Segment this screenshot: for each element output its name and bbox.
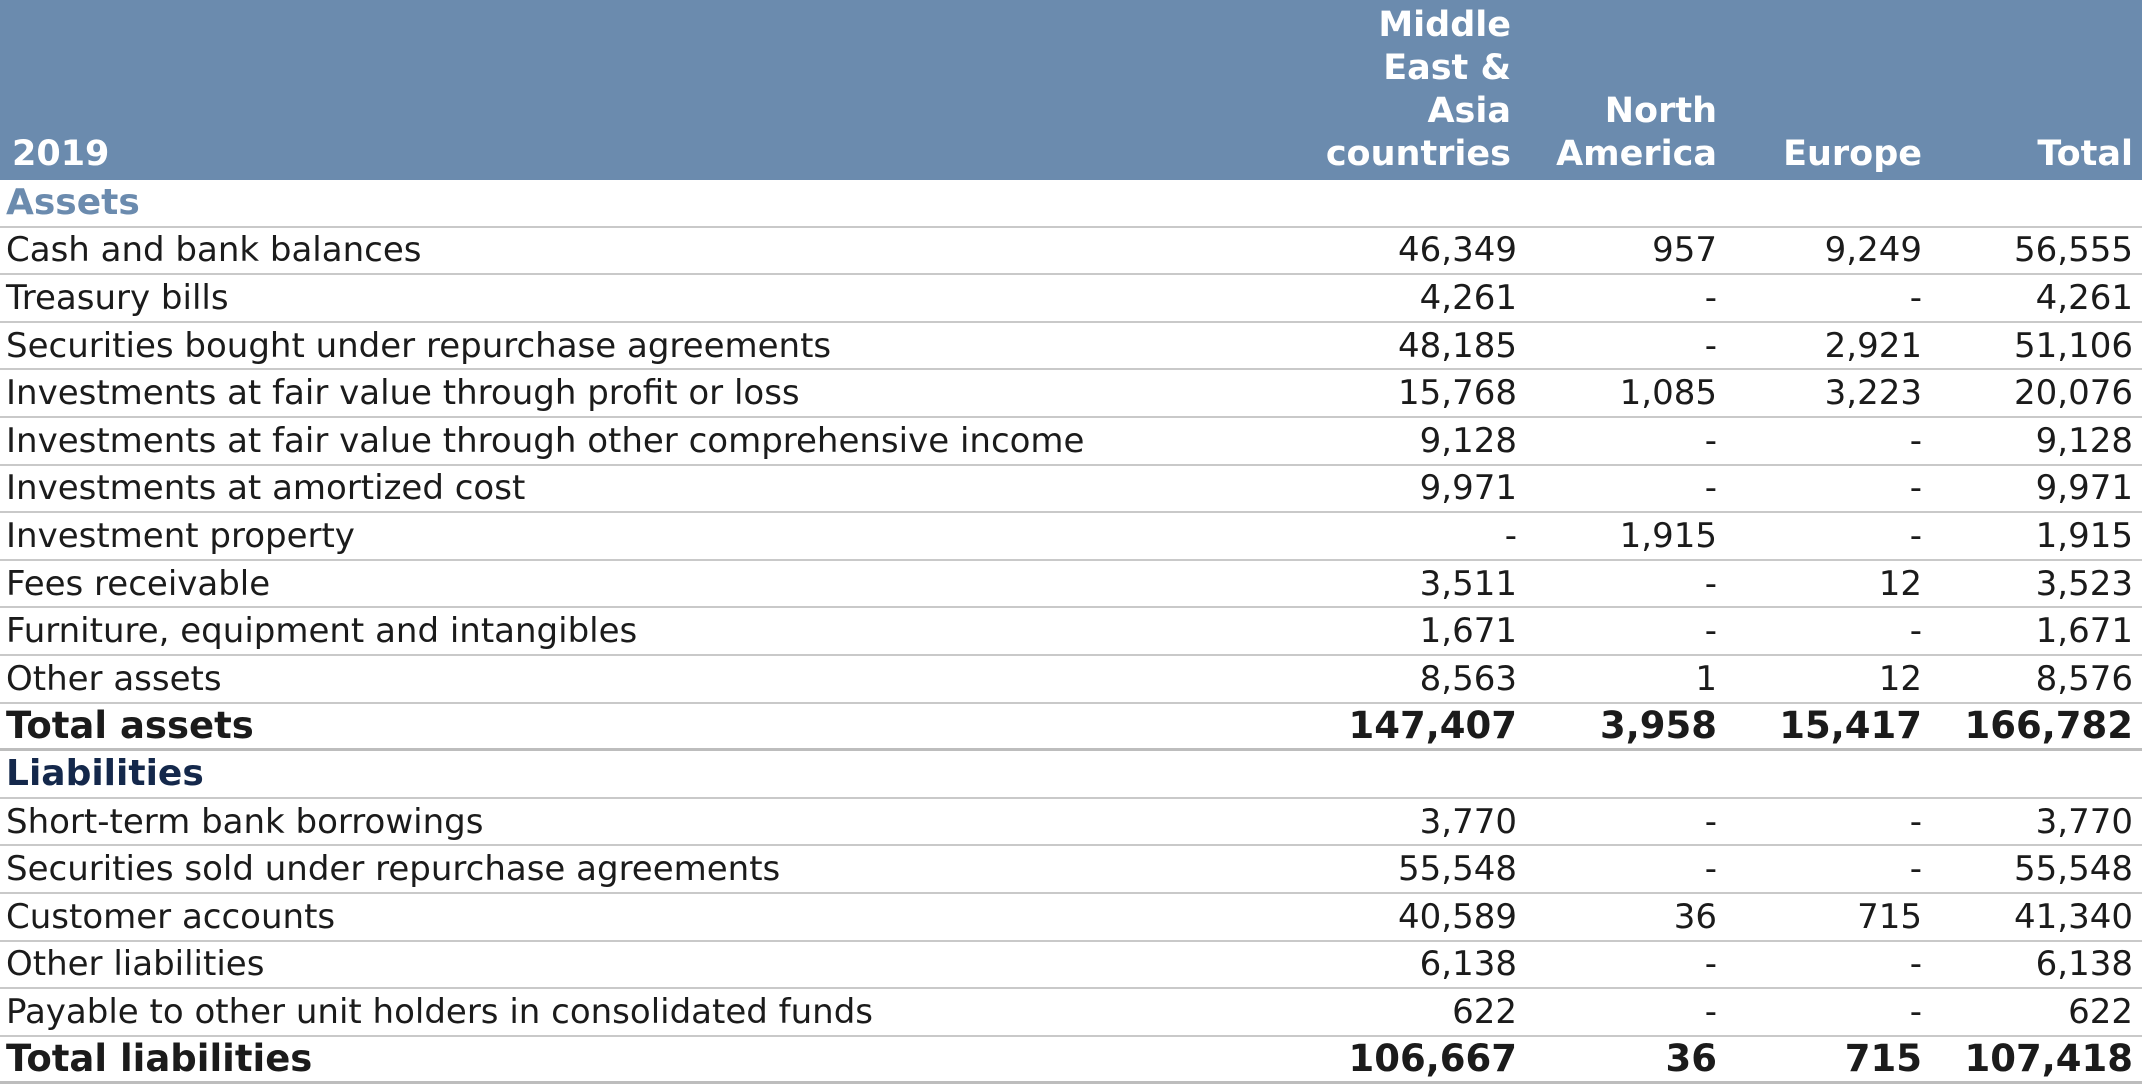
table-row	[0, 228, 2142, 276]
middle-east-asia-value: 55,548	[1398, 849, 1517, 890]
total-value: 1,915	[2035, 515, 2133, 556]
middle-east-asia-value: 106,667	[1348, 1037, 1517, 1081]
north-america-value: 1	[1695, 658, 1717, 699]
row-label: Customer accounts	[6, 896, 336, 937]
table-row	[0, 989, 2142, 1037]
middle-east-asia-value: 46,349	[1398, 230, 1517, 271]
europe-value: -	[1909, 420, 1922, 461]
liabilities-section-heading: Liabilities	[0, 751, 2142, 799]
north-america-value: -	[1704, 277, 1717, 318]
middle-east-asia-value: 15,768	[1398, 373, 1517, 414]
assets-section-heading: Assets	[0, 180, 2142, 228]
total-value: 166,782	[1964, 704, 2133, 748]
north-america-value: -	[1704, 420, 1717, 461]
middle-east-asia-value: 622	[1452, 991, 1517, 1032]
total-value: 6,138	[2035, 944, 2133, 985]
north-america-value: -	[1704, 611, 1717, 652]
total-value: 51,106	[2014, 325, 2133, 366]
row-label: Cash and bank balances	[6, 230, 422, 271]
europe-value: 715	[1844, 1037, 1922, 1081]
middle-east-asia-value: 4,261	[1419, 277, 1517, 318]
table-row	[0, 608, 2142, 656]
row-label: Investment property	[6, 515, 355, 556]
total-liabilities-row	[0, 1037, 2142, 1085]
year-header: 2019	[12, 134, 110, 174]
table-row	[0, 846, 2142, 894]
north-america-header: North America	[1556, 91, 1717, 174]
total-assets-row	[0, 704, 2142, 752]
europe-value: -	[1909, 611, 1922, 652]
europe-value: 3,223	[1824, 373, 1922, 414]
middle-east-asia-value: 6,138	[1419, 944, 1517, 985]
row-label: Securities sold under repurchase agreements	[6, 849, 781, 890]
total-value: 9,971	[2035, 468, 2133, 509]
europe-value: -	[1909, 468, 1922, 509]
row-label: Payable to other unit holders in consolidated funds	[6, 991, 873, 1032]
europe-value: 9,249	[1824, 230, 1922, 271]
total-value: 622	[2068, 991, 2133, 1032]
table-row	[0, 942, 2142, 990]
europe-value: 12	[1878, 563, 1922, 604]
table-row	[0, 370, 2142, 418]
europe-value: -	[1909, 944, 1922, 985]
row-label: Fees receivable	[6, 563, 271, 604]
total-value: 20,076	[2014, 373, 2133, 414]
total-value: 56,555	[2014, 230, 2133, 271]
row-label: Total assets	[6, 704, 254, 748]
middle-east-asia-value: 3,770	[1419, 801, 1517, 842]
row-label: Other liabilities	[6, 944, 265, 985]
total-value: 8,576	[2035, 658, 2133, 699]
middle-east-asia-value: 147,407	[1348, 704, 1517, 748]
europe-value: -	[1909, 801, 1922, 842]
middle-east-asia-value: 8,563	[1419, 658, 1517, 699]
table-row	[0, 799, 2142, 847]
middle-east-asia-value: 9,971	[1419, 468, 1517, 509]
total-value: 55,548	[2014, 849, 2133, 890]
middle-east-asia-value: 9,128	[1419, 420, 1517, 461]
table-header	[0, 0, 2142, 180]
row-label: Treasury bills	[6, 277, 229, 318]
north-america-value: 1,915	[1619, 515, 1717, 556]
row-label: Investments at fair value through profit or loss	[6, 373, 800, 414]
europe-value: -	[1909, 849, 1922, 890]
row-label: Investments at amortized cost	[6, 468, 526, 509]
table-row	[0, 513, 2142, 561]
europe-value: -	[1909, 515, 1922, 556]
middle-east-asia-header: Middle East & Asia countries	[1325, 5, 1511, 174]
north-america-value: -	[1704, 563, 1717, 604]
table-row	[0, 466, 2142, 514]
total-header: Total	[2037, 134, 2133, 174]
europe-value: 15,417	[1779, 704, 1922, 748]
middle-east-asia-value: 3,511	[1419, 563, 1517, 604]
row-label: Short-term bank borrowings	[6, 801, 484, 842]
total-value: 107,418	[1964, 1037, 2133, 1081]
total-value: 41,340	[2014, 896, 2133, 937]
row-label: Furniture, equipment and intangibles	[6, 611, 638, 652]
table-row	[0, 561, 2142, 609]
middle-east-asia-value: 40,589	[1398, 896, 1517, 937]
europe-value: 2,921	[1824, 325, 1922, 366]
table-row	[0, 275, 2142, 323]
middle-east-asia-value: 1,671	[1419, 611, 1517, 652]
row-label: Other assets	[6, 658, 222, 699]
row-label: Total liabilities	[6, 1037, 313, 1081]
row-label: Investments at fair value through other comprehensive income	[6, 420, 1085, 461]
north-america-value: 3,958	[1599, 704, 1717, 748]
north-america-value: -	[1704, 801, 1717, 842]
north-america-value: 36	[1665, 1037, 1717, 1081]
table-row	[0, 323, 2142, 371]
north-america-value: -	[1704, 468, 1717, 509]
middle-east-asia-value: -	[1504, 515, 1517, 556]
north-america-value: 957	[1652, 230, 1717, 271]
europe-value: 715	[1857, 896, 1922, 937]
table-row	[0, 656, 2142, 704]
table-row	[0, 894, 2142, 942]
north-america-value: -	[1704, 944, 1717, 985]
total-value: 3,770	[2035, 801, 2133, 842]
north-america-value: -	[1704, 991, 1717, 1032]
total-value: 4,261	[2035, 277, 2133, 318]
total-value: 1,671	[2035, 611, 2133, 652]
europe-value: -	[1909, 277, 1922, 318]
europe-value: 12	[1878, 658, 1922, 699]
north-america-value: 36	[1673, 896, 1717, 937]
total-value: 3,523	[2035, 563, 2133, 604]
row-label: Securities bought under repurchase agreements	[6, 325, 832, 366]
north-america-value: -	[1704, 849, 1717, 890]
total-value: 9,128	[2035, 420, 2133, 461]
table-row	[0, 418, 2142, 466]
europe-value: -	[1909, 991, 1922, 1032]
europe-header: Europe	[1783, 134, 1922, 174]
north-america-value: 1,085	[1619, 373, 1717, 414]
middle-east-asia-value: 48,185	[1398, 325, 1517, 366]
north-america-value: -	[1704, 325, 1717, 366]
